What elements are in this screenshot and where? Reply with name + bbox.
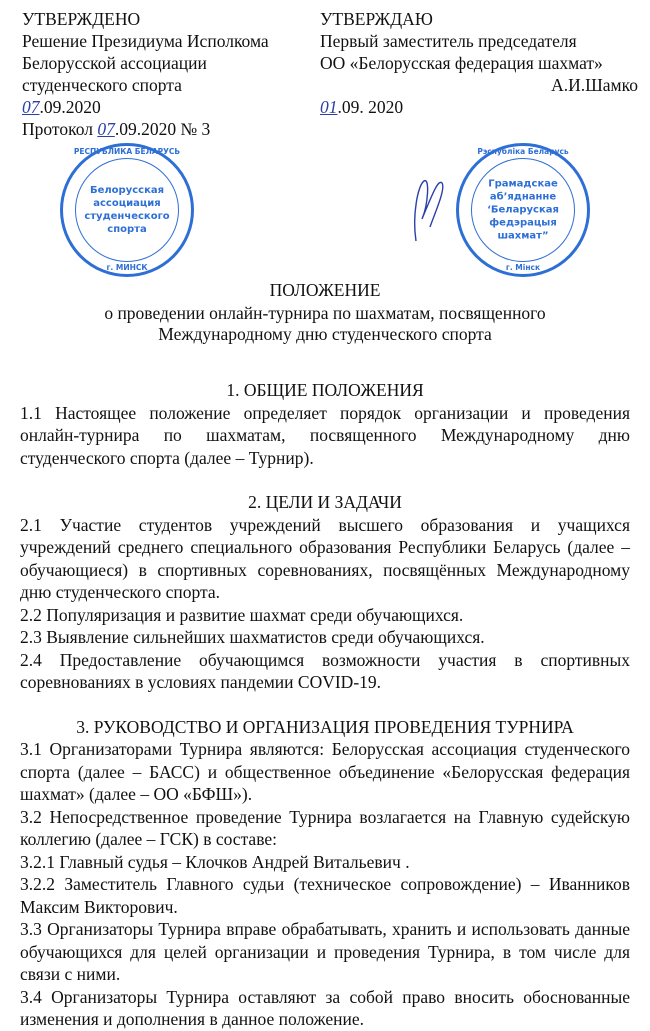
stamp-ring-top-text: РЕСПУБЛИКА БЕЛАРУСЬ — [73, 147, 181, 156]
stamp-ring-top-text: Рэспубліка Беларусь — [477, 147, 569, 156]
stamp-wrap-left — [60, 144, 194, 276]
approval-protocol — [22, 118, 312, 140]
approval-heading: УТВЕРЖДЕНО — [22, 9, 141, 29]
paragraph-3-2: 3.2 Непосредственное проведение Турнира возлагается на Главную судейскую коллегию (далее – ГСК) в составе: — [20, 806, 630, 849]
approval-heading: УТВЕРЖДАЮ — [320, 9, 433, 29]
paragraph-3-4: 3.4 Организаторы Турнира оставляют за собой право вносить обоснованные изменения и дополнения в данное положение. — [20, 986, 630, 1029]
stamp-line: ассоциация — [93, 198, 161, 209]
approval-block-left — [22, 8, 312, 140]
stamp-ring-bottom-text: г. Мінск — [505, 263, 541, 272]
protocol-rest: .09.2020 № 3 — [114, 119, 211, 139]
stamp-center-text — [473, 178, 573, 243]
stamp-line: студенческого — [84, 211, 170, 222]
stamps-row — [0, 140, 650, 276]
approval-date — [22, 96, 312, 118]
approval-date — [320, 96, 638, 118]
paragraph-2-2: 2.2 Популяризация и развитие шахмат среди обучающихся. — [20, 604, 464, 625]
section-heading: 3. РУКОВОДСТВО И ОРГАНИЗАЦИЯ ПРОВЕДЕНИЯ ТУРНИРА — [76, 716, 574, 737]
stamp-line: спорта — [107, 224, 147, 235]
date-rest: .09.2020 — [39, 97, 101, 117]
stamp-line: шахмат” — [497, 230, 549, 242]
handwritten-day: 07 — [97, 119, 115, 139]
stamp-line: аб’яднанне — [489, 191, 557, 203]
approval-line: ОО «Белорусская федерация шахмат» — [320, 53, 603, 73]
section-organization — [20, 716, 630, 1031]
stamp-line: Грамадскае — [488, 178, 558, 190]
stamp-line: ‘Беларуская — [487, 204, 559, 216]
paragraph-3-2-2: 3.2.2 Заместитель Главного судьи (техническое сопровождение) – Иванников Максим Викторович. — [20, 874, 630, 917]
paragraph-2-1: 2.1 Участие студентов учреждений высшего образования и учащихся учреждений среднего специального образования Республики Беларусь (далее – обучающиеся) в спортивных соревнованиях, посвящённых Международному дню студенческого спорта. — [20, 514, 630, 602]
approval-header — [0, 0, 650, 140]
document-subtitle — [0, 303, 650, 345]
handwritten-day: 07 — [22, 97, 40, 117]
handwritten-day: 01 — [320, 97, 338, 117]
paragraph-3-1: 3.1 Организаторами Турнира являются: Белорусская ассоциация студенческого спорта (далее – БАСС) и общественное объединение «Белорусская федерация шахмат» (далее – ОО «БФШ»). — [20, 739, 630, 804]
paragraph-2-3: 2.3 Выявление сильнейших шахматистов среди обучающихся. — [20, 627, 485, 647]
approval-block-right — [320, 8, 638, 140]
approval-line: студенческого спорта — [22, 75, 182, 95]
document-title: ПОЛОЖЕНИЕ — [269, 280, 381, 300]
signature-icon — [408, 175, 448, 245]
stamp-bass — [60, 143, 194, 277]
section-heading: 2. ЦЕЛИ И ЗАДАЧИ — [248, 492, 402, 512]
stamp-bfsh — [456, 143, 590, 277]
paragraph-2-4: 2.4 Предоставление обучающимся возможности участия в спортивных соревнованиях в условиях пандемии COVID-19. — [20, 649, 630, 692]
protocol-prefix: Протокол — [22, 119, 93, 139]
stamp-line: Белорусская — [89, 185, 165, 196]
paragraph-1-1: 1.1 Настоящее положение определяет порядок организации и проведения онлайн-турнира по шахматам, посвященного Международному дню студенческого спорта (далее – Турнир). — [20, 402, 630, 468]
stamp-ring-bottom-text: г. МИНСК — [106, 263, 148, 272]
section-goals — [20, 491, 630, 694]
date-rest: .09. 2020 — [337, 97, 404, 117]
approval-line: Первый заместитель председателя — [320, 31, 577, 51]
subtitle-line: Международному дню студенческого спорта — [158, 324, 492, 344]
stamp-center-text — [77, 184, 177, 236]
paragraph-3-3: 3.3 Организаторы Турнира вправе обрабатывать, хранить и использовать данные обучающихся для целей организации и проведения Турнира, в том числе для связи с ними. — [20, 919, 630, 984]
paragraph-3-2-1: 3.2.1 Главный судья – Клочков Андрей Витальевич . — [20, 851, 410, 872]
section-heading: 1. ОБЩИЕ ПОЛОЖЕНИЯ — [226, 380, 424, 400]
section-general — [20, 379, 630, 469]
approval-line: Белорусской ассоциации — [22, 53, 207, 73]
subtitle-line: о проведении онлайн-турнира по шахматам, посвященного — [104, 303, 546, 323]
stamp-line: федэрацыя — [489, 217, 557, 229]
stamp-wrap-right — [408, 144, 590, 276]
approval-line: Решение Президиума Исполкома — [22, 31, 269, 51]
approver-name: А.И.Шамко — [551, 75, 638, 95]
